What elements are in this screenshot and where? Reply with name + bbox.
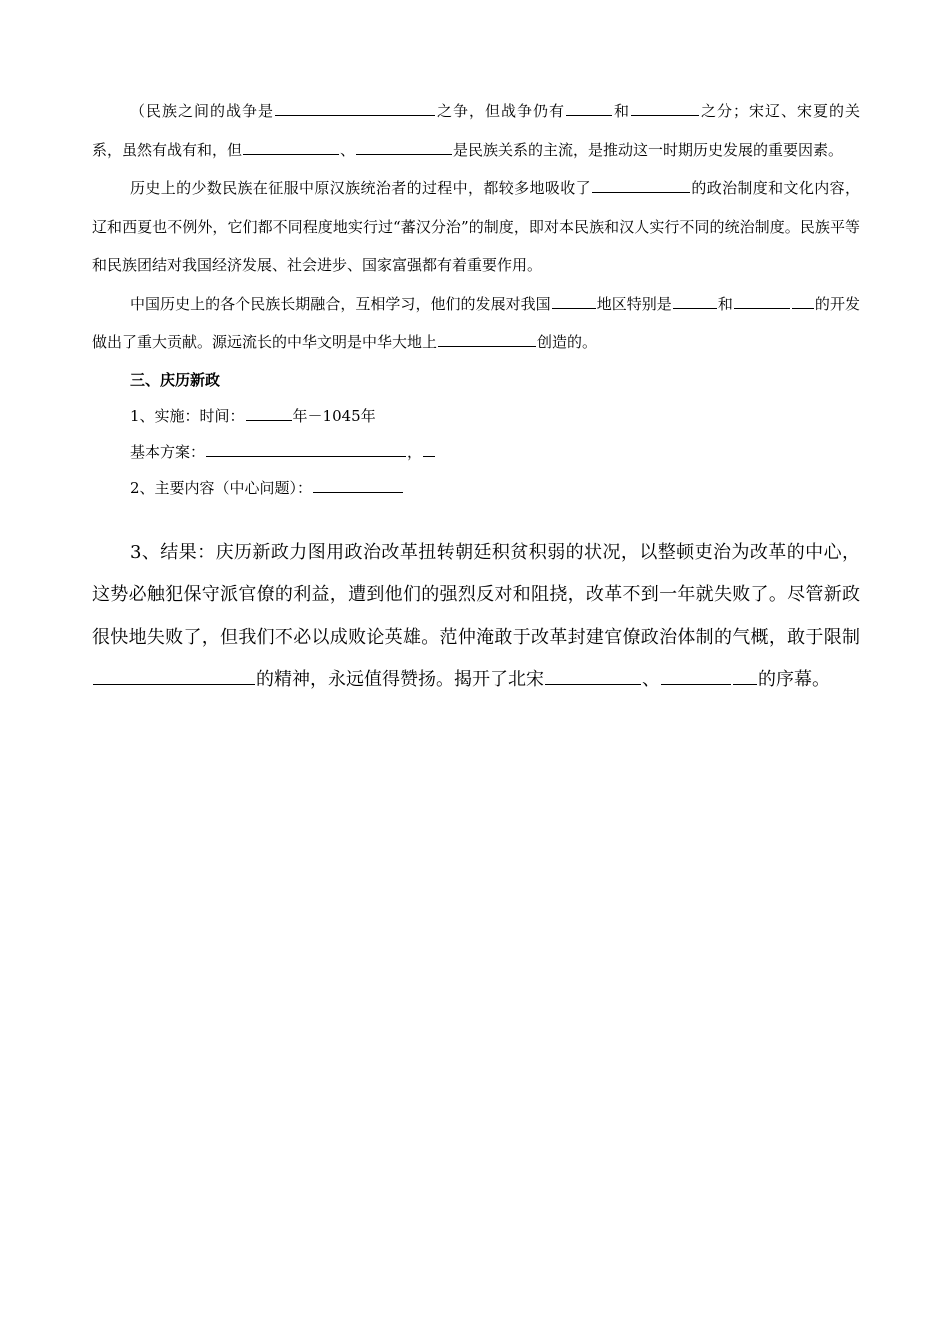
text: 的开发做出了重大贡献。源远流长的中华文明是中华大地上 (92, 294, 860, 351)
answer-blank[interactable] (733, 664, 757, 685)
text: 是民族关系的主流，是推动这一时期历史发展的重要因素。 (453, 140, 844, 159)
item-implementation-time (92, 398, 860, 434)
text: 的序幕。 (758, 669, 830, 690)
answer-blank[interactable] (566, 98, 612, 116)
paragraph-ethnic-fusion (92, 285, 860, 362)
text: 之分；宋辽、宋夏的关系，虽然有战有和，但 (92, 102, 860, 159)
answer-blank[interactable] (243, 137, 339, 155)
item-basic-plan (92, 434, 860, 470)
document-page (92, 92, 860, 702)
answer-blank[interactable] (356, 137, 452, 155)
answer-blank[interactable] (423, 439, 435, 457)
text: 中国历史上的各个民族长期融合，互相学习，他们的发展对我国 (130, 294, 551, 313)
text: 3、结果：庆历新政力图用政治改革扭转朝廷积贫积弱的状况，以整顿吏治为改革的中心，这势必触犯保守派官僚的利益，遭到他们的强烈反对和阻挠，改革不到一年就失败了。尽管新政很快地失败了，但我们不必以成败论英雄。范仲淹敢于改革封建官僚政治体制的气概，敢于限制 (92, 541, 860, 648)
answer-blank[interactable] (552, 291, 596, 309)
answer-blank[interactable] (313, 475, 403, 493)
answer-blank[interactable] (734, 291, 790, 309)
answer-blank[interactable] (592, 175, 690, 193)
section-heading: 三、庆历新政 (130, 370, 221, 389)
answer-blank[interactable] (661, 664, 731, 685)
answer-blank[interactable] (545, 664, 641, 685)
answer-blank[interactable] (93, 664, 255, 685)
text: 年－1045年 (292, 406, 376, 425)
answer-blank[interactable] (246, 403, 292, 421)
text: 、 (642, 669, 660, 690)
text: （民族之间的战争是 (130, 102, 274, 120)
text: 和 (717, 294, 733, 313)
text: 地区特别是 (596, 294, 672, 313)
paragraph-result (92, 532, 860, 702)
text: 创造的。 (537, 333, 598, 351)
text: 和 (612, 102, 630, 120)
answer-blank[interactable] (438, 329, 536, 347)
text: 的政治制度和文化内容，辽和西夏也不例外，它们都不同程度地实行过“蕃汉分治”的制度，即对本民族和汉人实行不同的统治制度。民族平等和民族团结对我国经济发展、社会进步、国家富强都有着重要作用。 (92, 179, 860, 274)
text: 的精神，永远值得赞扬。揭开了北宋 (256, 669, 544, 690)
text: 之争，但战争仍有 (435, 102, 565, 120)
answer-blank[interactable] (673, 291, 717, 309)
paragraph-ethnic-wars (92, 92, 860, 169)
text: 、 (340, 140, 356, 159)
item-main-content (92, 470, 860, 506)
label: 1、实施：时间： (130, 406, 245, 425)
text: 历史上的少数民族在征服中原汉族统治者的过程中，都较多地吸收了 (130, 179, 591, 197)
text: ， (407, 442, 423, 461)
paragraph-minority-rule (92, 169, 860, 285)
label: 2、主要内容（中心问题）： (130, 478, 313, 497)
label: 基本方案： (130, 442, 206, 461)
answer-blank[interactable] (792, 291, 814, 309)
answer-blank[interactable] (631, 98, 699, 116)
answer-blank[interactable] (275, 98, 435, 116)
answer-blank[interactable] (206, 439, 406, 457)
